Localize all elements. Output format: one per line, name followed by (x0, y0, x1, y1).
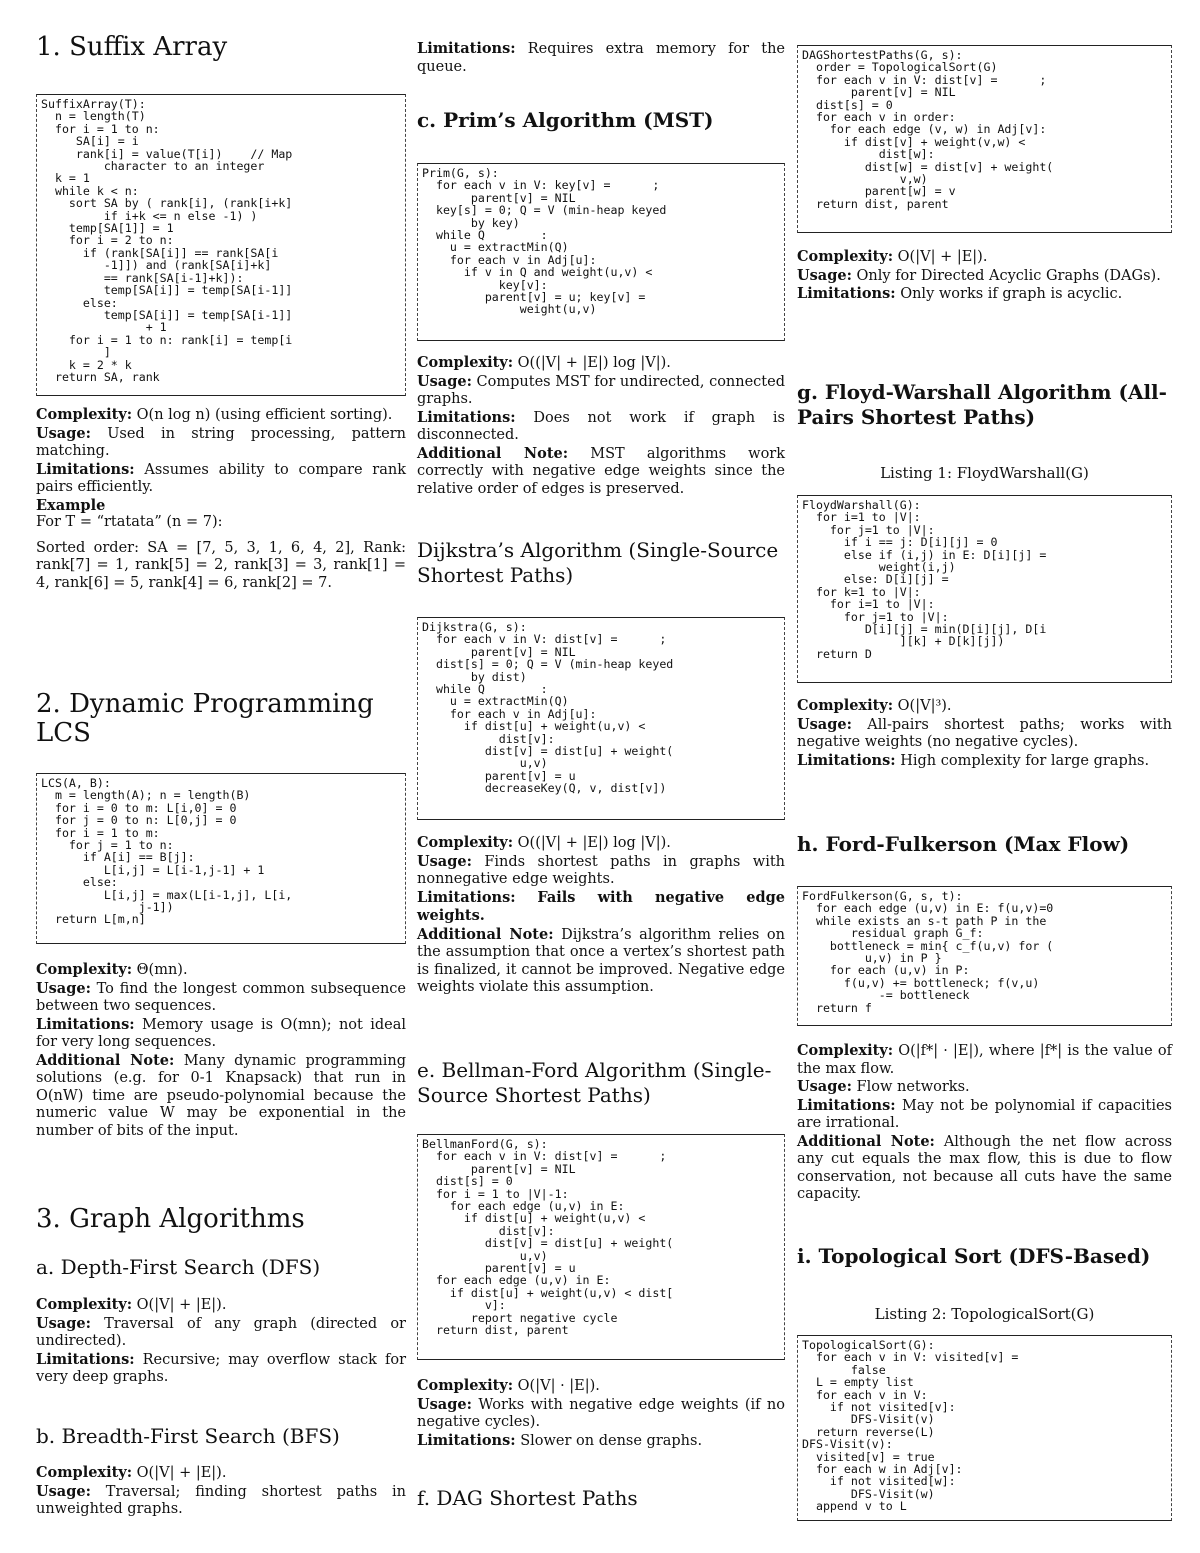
limitations-label: Limitations: (36, 1350, 135, 1368)
subsection-title-topological-sort: i. Topological Sort (DFS-Based) (797, 1244, 1151, 1268)
ford-fulkerson-notes (797, 1042, 1172, 1204)
code-bellman-ford: BellmanFord(G, s): for each v in V: dist[v] = ; parent[v] = NIL dist[s] = 0 for i = 1 to |V|-1: for each edge (u,v) in E: if dist[u] + weight(u,v) < dist[v]: dist[v] = dist[u] + weight( u,v) parent[v] = u for each edge (u,v) in E: if dist[u] + weight(u,v) < dist[ v]: report negative cycle return dist, parent (417, 1134, 785, 1360)
usage-text: Traversal of any graph (directed or undirected). (36, 1315, 406, 1349)
limitations-text: Only works if graph is acyclic. (900, 286, 1123, 302)
complexity-label: Complexity: (36, 1464, 133, 1481)
usage-label: Usage: (797, 1078, 852, 1095)
complexity-text: O(|V| + |E|). (897, 249, 988, 265)
usage-text: Traversal; finding shortest paths in unweighted graphs. (36, 1483, 406, 1517)
limitations-text: Memory usage is O(mn); not ideal for very long sequences. (36, 1016, 406, 1050)
dfs-notes (36, 1296, 406, 1387)
suffix-array-notes (36, 406, 406, 592)
section-title-lcs: 2. Dynamic Programming LCS (36, 689, 374, 748)
note-label: Additional Note: (36, 1051, 175, 1069)
usage-label: Usage: (797, 715, 852, 733)
code-lcs: LCS(A, B): m = length(A); n = length(B) for i = 0 to m: L[i,0] = 0 for j = 0 to n: L[0,j] = 0 for i = 1 to m: for j = 1 to n: if A[i] == B[j]: L[i,j] = L[i-1,j-1] + 1 else: L[i,j] = max(L[i-1,j], L[i, j-1]) return L[m,n] (36, 773, 406, 944)
complexity-label: Complexity: (797, 697, 894, 714)
section-title-graph-algorithms: 3. Graph Algorithms (36, 1204, 305, 1234)
note-text: Dijkstra’s algorithm relies on the assumption that once a vertex’s shortest path is finalized, it cannot be improved. Negative edge weights violate this assumption. (417, 926, 785, 995)
limitations-text: Slower on dense graphs. (520, 1432, 703, 1449)
usage-text: Used in string processing, pattern matching. (36, 425, 406, 459)
complexity-label: Complexity: (417, 1377, 514, 1394)
example-text: For T = “rtatata” (n = 7): (36, 514, 223, 530)
note-text: MST algorithms work correctly with negative edge weights since the relative order of edges is preserved. (417, 445, 786, 497)
code-topological-sort: TopologicalSort(G): for each v in V: visited[v] = false L = empty list for each v in V: if not visited[v]: DFS-Visit(v) return reverse(L) DFS-Visit(v): visited[v] = true for each w in Adj[v]: if not visited[w]: DFS-Visit(w) append v to L (797, 1335, 1172, 1521)
limitations-label: Limitations: (417, 888, 516, 906)
usage-label: Usage: (417, 1395, 472, 1413)
complexity-text: O((|V| + |E|) log |V|). (517, 835, 671, 851)
subsection-title-dag-shortest-paths: f. DAG Shortest Paths (417, 1486, 638, 1510)
limitations-label: Limitations: (797, 751, 896, 769)
limitations-text: High complexity for large graphs. (900, 752, 1150, 769)
bellman-ford-notes (417, 1377, 785, 1450)
lcs-notes (36, 961, 406, 1140)
listing-caption-floyd-warshall: Listing 1: FloydWarshall(G) (880, 464, 1089, 482)
complexity-text: O(|V| · |E|). (517, 1378, 600, 1394)
listing-caption-topological-sort: Listing 2: TopologicalSort(G) (874, 1305, 1095, 1323)
note-label: Additional Note: (417, 444, 569, 462)
usage-label: Usage: (417, 372, 472, 390)
limitations-label: Limitations: (36, 460, 135, 478)
complexity-text: O(|V|³). (897, 698, 952, 714)
complexity-label: Complexity: (797, 1042, 894, 1059)
bfs-notes (36, 1464, 406, 1519)
limitations-text: Does not work if graph is disconnected. (417, 409, 786, 443)
dijkstra-notes (417, 834, 785, 997)
complexity-text: O(n log n) (using efficient sorting). (136, 407, 393, 423)
limitations-label: Limitations: (417, 1431, 516, 1449)
subsection-title-floyd-warshall: g. Floyd-Warshall Algorithm (All-Pairs Shortest Paths) (797, 380, 1167, 429)
complexity-label: Complexity: (36, 406, 133, 423)
section-title-suffix-array: 1. Suffix Array (36, 32, 228, 62)
sorted-order-text: Sorted order: SA = [7, 5, 3, 1, 6, 4, 2], Rank: rank[7] = 1, rank[5] = 2, rank[3] = 3, rank[1] = 4, rank[6] = 5, rank[4] = 6, rank[2] = 7. (36, 539, 406, 591)
usage-label: Usage: (417, 852, 472, 870)
complexity-label: Complexity: (797, 248, 894, 265)
limitations-text: May not be polynomial if capacities are irrational. (797, 1097, 1172, 1131)
complexity-text: Θ(mn). (136, 962, 188, 978)
code-suffix-array: SuffixArray(T): n = length(T) for i = 1 to n: SA[i] = i rank[i] = value(T[i]) // Map character to an integer k = 1 while k < n: sort SA by ( rank[i], (rank[i+k] if i+k <= n else -1) ) temp[SA[1]] = 1 for i = 2 to n: if (rank[SA[i]] == rank[SA[i -1]]) and (rank[SA[i]+k] == rank[SA[i-1]+k]): temp[SA[i]] = temp[SA[i-1]] else: temp[SA[i]] = temp[SA[i-1]] + 1 for i = 1 to n: rank[i] = temp[i ] k = 2 * k return SA, rank (36, 94, 406, 396)
subsection-title-bfs: b. Breadth-First Search (BFS) (36, 1424, 340, 1448)
subsection-title-bellman-ford: e. Bellman-Ford Algorithm (Single-Source Shortest Paths) (417, 1058, 772, 1107)
complexity-label: Complexity: (36, 1296, 133, 1313)
note-text: Many dynamic programming solutions (e.g. for 0-1 Knapsack) that run in O(nW) time are pseudo-polynomial because the numeric value W may be exponential in the number of bits of the input. (36, 1052, 407, 1139)
usage-text: Only for Directed Acyclic Graphs (DAGs). (856, 267, 1161, 284)
usage-text: Finds shortest paths in graphs with nonnegative edge weights. (417, 853, 786, 887)
usage-label: Usage: (36, 424, 91, 442)
example-label: Example (36, 496, 106, 514)
limitations-label: Limitations: (417, 408, 516, 426)
note-label: Additional Note: (797, 1132, 935, 1150)
complexity-text: O(|V| + |E|). (136, 1297, 227, 1313)
subsection-title-prim: c. Prim’s Algorithm (MST) (417, 108, 714, 132)
complexity-text: O((|V| + |E|) log |V|). (517, 355, 671, 371)
usage-text: All-pairs shortest paths; works with negative weights (no negative cycles). (797, 716, 1173, 750)
code-dijkstra: Dijkstra(G, s): for each v in V: dist[v] = ; parent[v] = NIL dist[s] = 0; Q = V (min-heap keyed by dist) while Q : u = extractMin(Q) for each v in Adj[u]: if dist[u] + weight(u,v) < dist[v]: dist[v] = dist[u] + weight( u,v) parent[v] = u decreaseKey(Q, v, dist[v]) (417, 617, 785, 820)
subsection-title-dijkstra: Dijkstra’s Algorithm (Single-Source Shortest Paths) (417, 538, 779, 587)
usage-label: Usage: (36, 1482, 91, 1500)
code-ford-fulkerson: FordFulkerson(G, s, t): for each edge (u,v) in E: f(u,v)=0 while exists an s-t path P in the residual graph G_f: bottleneck = min{ c_f(u,v) for ( u,v) in P } for each (u,v) in P: f(u,v) += bottleneck; f(v,u) -= bottleneck return f (797, 886, 1172, 1026)
usage-text: Flow networks. (856, 1079, 970, 1095)
limitations-text: Fails with negative edge weights. (417, 888, 786, 924)
usage-text: Computes MST for undirected, connected graphs. (417, 373, 785, 407)
complexity-label: Complexity: (36, 961, 133, 978)
limitations-label: Limitations: (417, 40, 516, 57)
usage-text: Works with negative edge weights (if no negative cycles). (417, 1396, 785, 1430)
limitations-text: Recursive; may overflow stack for very deep graphs. (36, 1351, 407, 1385)
code-prim: Prim(G, s): for each v in V: key[v] = ; parent[v] = NIL key[s] = 0; Q = V (min-heap keyed by key) while Q : u = extractMin(Q) for each v in Adj[u]: if v in Q and weight(u,v) < key[v]: parent[v] = u; key[v] = weight(u,v) (417, 163, 785, 341)
limitations-text: Assumes ability to compare rank pairs efficiently. (36, 461, 407, 495)
floyd-warshall-notes (797, 697, 1172, 770)
complexity-label: Complexity: (417, 834, 514, 851)
code-dag-shortest-paths: DAGShortestPaths(G, s): order = TopologicalSort(G) for each v in V: dist[v] = ; parent[v] = NIL dist[s] = 0 for each v in order: for each edge (v, w) in Adj[v]: if dist[v] + weight(v,w) < dist[w]: dist[w] = dist[v] + weight( v,w) parent[w] = v return dist, parent (797, 45, 1172, 233)
usage-label: Usage: (36, 1314, 91, 1332)
limitations-label: Limitations: (36, 1015, 135, 1033)
queue-limitations-note (417, 40, 785, 76)
dag-notes (797, 248, 1172, 304)
limitations-label: Limitations: (797, 1096, 896, 1114)
limitations-label: Limitations: (797, 285, 896, 302)
usage-label: Usage: (797, 266, 852, 284)
prim-notes (417, 354, 785, 498)
usage-text: To find the longest common subsequence between two sequences. (36, 980, 406, 1014)
code-floyd-warshall: FloydWarshall(G): for i=1 to |V|: for j=1 to |V|: if i == j: D[i][j] = 0 else if (i,j) in E: D[i][j] = weight(i,j) else: D[i][j] = for k=1 to |V|: for i=1 to |V|: for j=1 to |V|: D[i][j] = min(D[i][j], D[i ][k] + D[k][j]) return D (797, 495, 1172, 683)
note-text: Although the net flow across any cut equals the max flow, this is due to flow conservation, not because all cuts have the same capacity. (797, 1133, 1173, 1202)
limitations-text: Requires extra memory for the queue. (417, 41, 786, 75)
subsection-title-ford-fulkerson: h. Ford-Fulkerson (Max Flow) (797, 832, 1130, 856)
subsection-title-dfs: a. Depth-First Search (DFS) (36, 1255, 321, 1279)
complexity-text: O(|f*| · |E|), where |f*| is the value of the max flow. (797, 1043, 1172, 1077)
complexity-label: Complexity: (417, 354, 514, 371)
note-label: Additional Note: (417, 925, 554, 943)
usage-label: Usage: (36, 979, 91, 997)
complexity-text: O(|V| + |E|). (136, 1465, 227, 1481)
